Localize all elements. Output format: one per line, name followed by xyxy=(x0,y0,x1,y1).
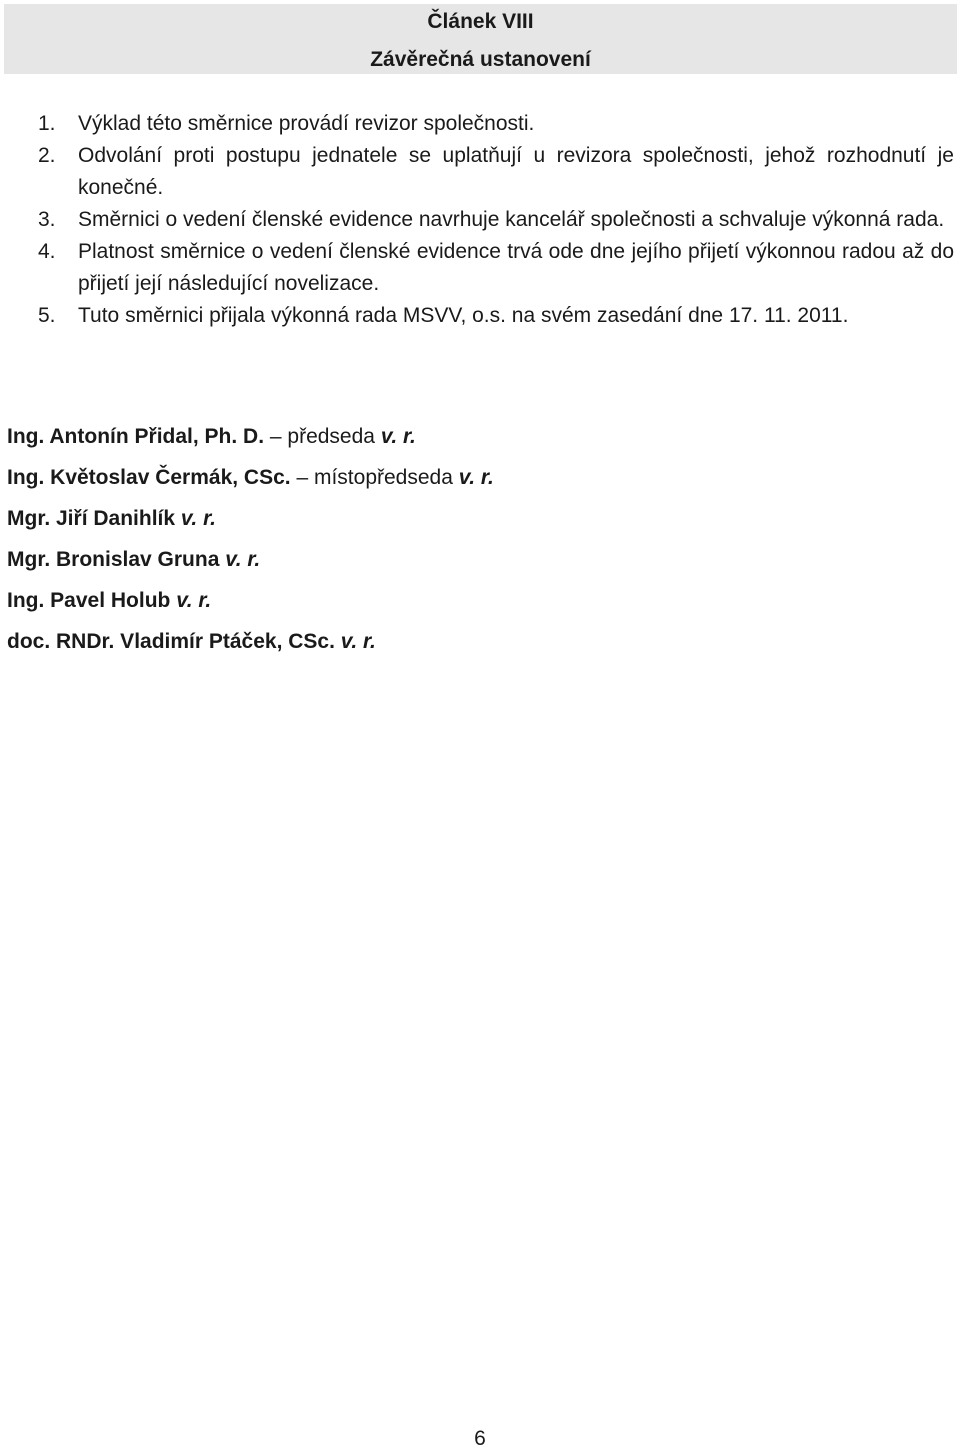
signed-mark: v. r. xyxy=(225,548,261,571)
signed-mark: v. r. xyxy=(458,466,494,489)
clause-3 xyxy=(38,204,954,236)
signatory xyxy=(7,547,907,588)
signatory-role: místopředseda xyxy=(313,466,459,489)
signatory-name: Mgr. Bronislav Gruna xyxy=(7,548,226,571)
signatory-name: Ing. Květoslav Čermák, CSc. xyxy=(7,466,291,489)
signatory-separator: – xyxy=(264,425,288,448)
clause-text: Směrnici o vedení členské evidence navrhuje kancelář společnosti a schvaluje výkonná rada. xyxy=(78,208,945,231)
clause-number: 4. xyxy=(38,240,56,263)
signed-mark: v. r. xyxy=(380,425,416,448)
article-subtitle: Závěrečná ustanovení xyxy=(370,48,591,71)
signatory xyxy=(7,424,907,465)
article-title: Článek VIII xyxy=(427,10,534,33)
signatory-name: doc. RNDr. Vladimír Ptáček, CSc. xyxy=(7,630,341,653)
signed-mark: v. r. xyxy=(180,507,216,530)
clause-2 xyxy=(38,140,954,204)
signatory-name: Ing. Antonín Přidal, Ph. D. xyxy=(7,425,265,448)
page-number: 6 xyxy=(474,1427,486,1450)
signatories-list xyxy=(7,424,907,670)
signatory xyxy=(7,629,907,670)
final-provisions-list xyxy=(38,108,954,332)
clause-text: Tuto směrnici přijala výkonná rada MSVV, o.s. na svém zasedání dne 17. 11. 2011. xyxy=(78,304,849,327)
signatory xyxy=(7,506,907,547)
signatory-name: Mgr. Jiří Danihlík xyxy=(7,507,181,530)
signatory-name: Ing. Pavel Holub xyxy=(7,589,177,612)
signatory xyxy=(7,588,907,629)
clause-number: 2. xyxy=(38,144,56,167)
signed-mark: v. r. xyxy=(340,630,376,653)
clause-number: 5. xyxy=(38,304,56,327)
signatory-separator: – xyxy=(290,466,314,489)
signatory-role: předseda xyxy=(287,425,381,448)
clause-4 xyxy=(38,236,954,300)
signatory xyxy=(7,465,907,506)
article-header xyxy=(4,4,957,74)
signed-mark: v. r. xyxy=(176,589,212,612)
clause-text: Výklad této směrnice provádí revizor společnosti. xyxy=(78,112,535,135)
clause-5 xyxy=(38,300,954,332)
clause-number: 1. xyxy=(38,112,56,135)
clause-number: 3. xyxy=(38,208,56,231)
clause-text: Odvolání proti postupu jednatele se uplatňují u revizora společnosti, jehož rozhodnutí je konečné. xyxy=(78,144,954,199)
clause-text: Platnost směrnice o vedení členské evidence trvá ode dne jejího přijetí výkonnou radou až do přijetí její následující novelizace. xyxy=(78,240,954,295)
clause-1 xyxy=(38,108,954,140)
